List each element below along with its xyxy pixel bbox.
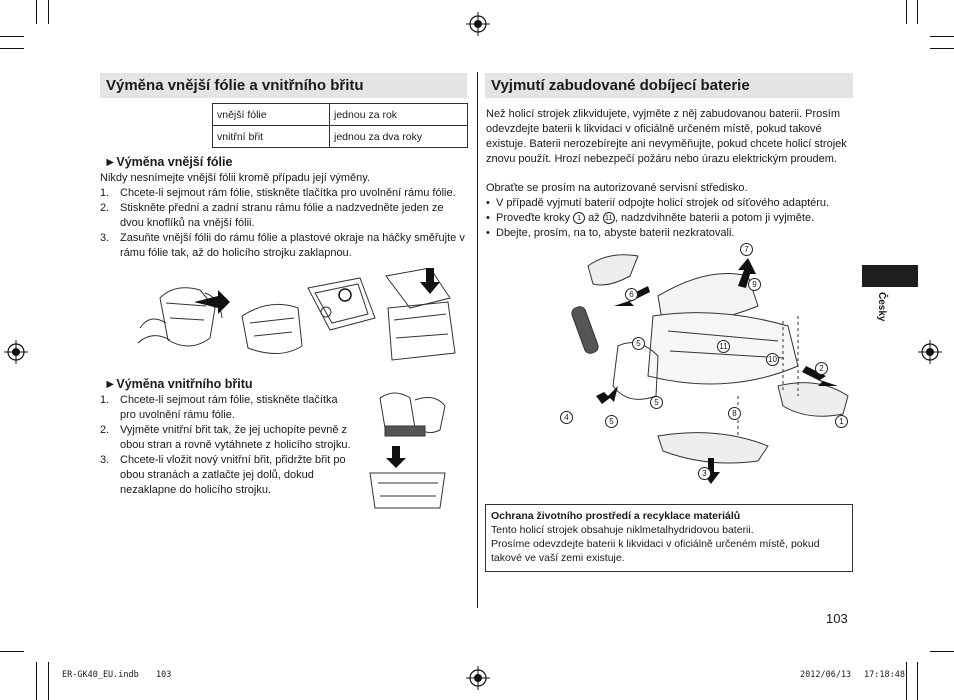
- language-tab: [862, 265, 918, 287]
- crop-mark: [36, 662, 37, 700]
- table-cell: jednou za rok: [330, 104, 468, 126]
- step-number-badge: 1: [573, 212, 585, 224]
- inner-blade-illustration: [360, 388, 465, 513]
- foil-subheading: ►Výměna vnější fólie: [104, 155, 233, 169]
- step-callout: 11: [717, 340, 730, 353]
- list-item: 3. Zasuňte vnější fólii do rámu fólie a plastové okraje na háčky směřujte v rámu fólie tak, až do holicího strojku zaklapnou.: [100, 232, 465, 259]
- list-item: • Proveďte kroky 1 až 11 , nadzdvihněte baterii a potom ji vyjměte.: [486, 212, 815, 224]
- right-section-title: Vyjmutí zabudované dobíjecí baterie: [485, 73, 853, 98]
- step-callout: 7: [740, 243, 753, 256]
- table-row: [213, 104, 468, 126]
- exploded-shaver-illustration: [558, 246, 858, 496]
- environment-notice-text: Tento holicí strojek obsahuje niklmetalhydridovou baterii.: [491, 524, 754, 536]
- registration-mark-icon: [466, 12, 490, 36]
- foil-steps: [100, 186, 470, 261]
- step-callout: 10: [766, 353, 779, 366]
- step-callout: 5: [650, 396, 663, 409]
- crop-mark: [48, 662, 49, 700]
- step-callout: 4: [560, 411, 573, 424]
- step-callout: 9: [748, 278, 761, 291]
- step-number-badge: 11: [603, 212, 615, 224]
- crop-mark: [930, 36, 954, 37]
- battery-intro: Než holicí strojek zlikvidujete, vyjměte z něj zabudovanou baterii. Prosím odevzdejte baterii k likvidaci v oficiálně určeném místě, pokud takové existuje. Baterii nerozebírejte ani nevyměňujte, pokud chcete holicí strojek znovu použít. Hrozí nebezpečí požáru nebo úrazu elektrickým proudem.: [486, 108, 847, 165]
- page-number: 103: [826, 611, 848, 626]
- list-item: 1. Chcete-li sejmout rám fólie, stiskněte tlačítka pro uvolnění rámu fólie.: [100, 394, 338, 421]
- blade-steps: [100, 393, 355, 498]
- battery-bullets: [486, 196, 852, 241]
- list-item: • V případě vyjmutí baterií odpojte holicí strojek od síťového adaptéru.: [486, 197, 830, 209]
- crop-mark: [0, 36, 24, 37]
- footer-filename: ER-GK40_EU.indb: [62, 670, 139, 680]
- arrow-icon: [386, 446, 406, 468]
- foil-intro: Nikdy nesnímejte vnější fólii kromě případu její výměny.: [100, 172, 371, 184]
- step-callout: 5: [632, 337, 645, 350]
- crop-mark: [917, 0, 918, 24]
- step-callout: 6: [625, 288, 638, 301]
- step-callout: 5: [605, 415, 618, 428]
- list-item: 1. Chcete-li sejmout rám fólie, stiskněte tlačítka pro uvolnění rámu fólie.: [100, 187, 456, 199]
- crop-mark: [906, 0, 907, 24]
- environment-notice-text: Prosíme odevzdejte baterii k likvidaci v oficiálně určeném místě, pokud takové ve vaší zemi existuje.: [491, 538, 820, 564]
- registration-mark-icon: [918, 340, 942, 364]
- crop-mark: [36, 0, 37, 24]
- registration-mark-icon: [4, 340, 28, 364]
- table-cell: jednou za dva roky: [330, 126, 468, 148]
- foil-replacement-illustration: [130, 268, 470, 378]
- step-callout: 8: [728, 407, 741, 420]
- footer-page: 103: [156, 670, 172, 680]
- list-item: 2. Vyjměte vnitřní břit tak, že jej uchopíte pevně z obou stran a rovně vytáhnete z holicího strojku.: [100, 424, 351, 451]
- crop-mark: [930, 651, 954, 652]
- service-note: Obraťte se prosím na autorizované servisní středisko.: [486, 182, 748, 194]
- language-label: Česky: [876, 292, 887, 322]
- left-section-title: Výměna vnější fólie a vnitřního břitu: [100, 73, 467, 98]
- crop-mark: [917, 662, 918, 700]
- registration-mark-icon: [466, 666, 490, 690]
- list-item: • Dbejte, prosím, na to, abyste baterii nezkratovali.: [486, 227, 735, 239]
- column-divider: [477, 72, 478, 608]
- environment-notice-box: [485, 504, 853, 572]
- arrow-icon: [420, 268, 440, 294]
- list-item: 3. Chcete-li vložit nový vnitřní břit, přidržte břit po obou stranách a zatlačte jej dolů, dokud nezaklapne do holicího strojku.: [100, 454, 346, 496]
- blade-subheading: ►Výměna vnitřního břitu: [104, 377, 253, 391]
- table-cell: vnitřní břit: [213, 126, 330, 148]
- footer-date: 2012/06/13: [800, 670, 852, 680]
- table-row: [213, 126, 468, 148]
- crop-mark: [906, 662, 907, 700]
- step-callout: 3: [698, 467, 711, 480]
- arrow-icon: [194, 290, 230, 314]
- step-callout: 1: [835, 415, 848, 428]
- crop-mark: [48, 0, 49, 24]
- crop-mark: [930, 48, 954, 49]
- replacement-interval-table: [212, 103, 468, 148]
- list-item: 2. Stiskněte přední a zadní stranu rámu fólie a nadzvedněte jeden ze dvou knoflíků na vnější fólii.: [100, 202, 444, 229]
- crop-mark: [0, 651, 24, 652]
- footer-time: 17:18:48: [864, 670, 905, 680]
- environment-notice-title: Ochrana životního prostředí a recyklace materiálů: [491, 510, 741, 522]
- step-callout: 2: [815, 362, 828, 375]
- table-cell: vnější fólie: [213, 104, 330, 126]
- crop-mark: [0, 48, 24, 49]
